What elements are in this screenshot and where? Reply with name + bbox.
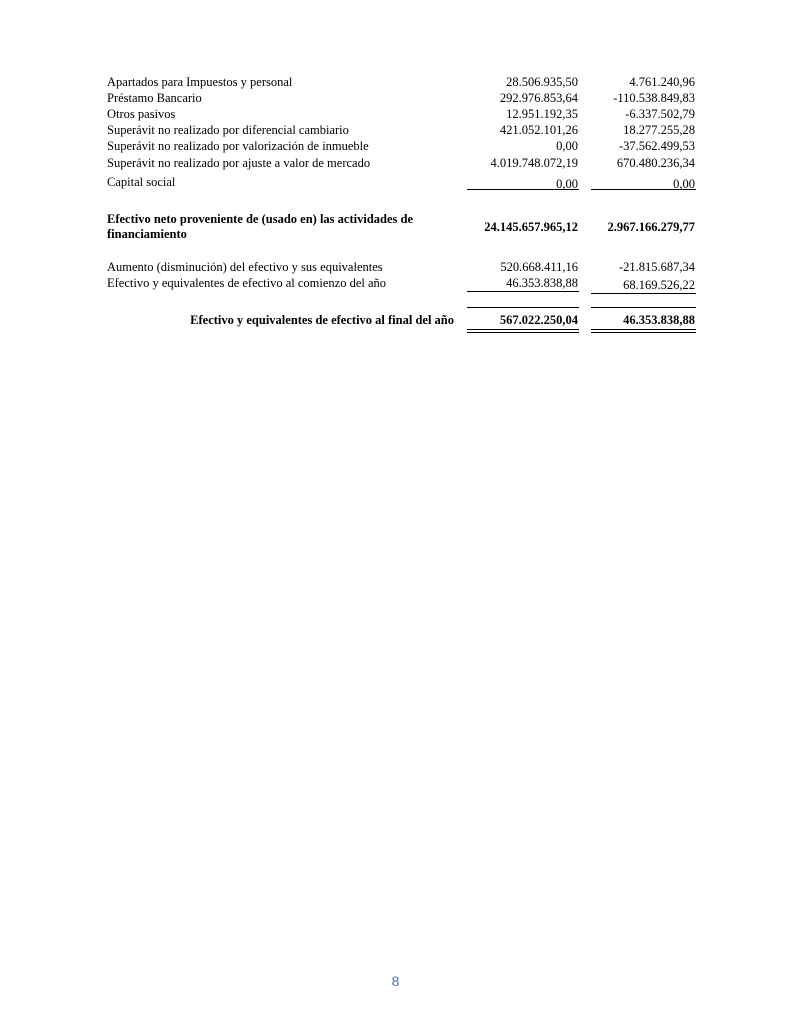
subtotal-rule — [591, 293, 696, 294]
ending-label: Efectivo y equivalentes de efectivo al final del año — [190, 313, 454, 327]
row-value-current: 0,00 — [556, 139, 578, 153]
table-row — [0, 90, 791, 106]
financing-total-row — [0, 211, 791, 243]
row-label: Préstamo Bancario — [107, 91, 202, 105]
row-value-previous: 4.761.240,96 — [629, 75, 695, 89]
table-row — [0, 155, 791, 171]
row-value-previous: 670.480.236,34 — [616, 156, 695, 170]
table-row — [0, 74, 791, 90]
page-number: 8 — [391, 973, 400, 989]
row-value-previous: -21.815.687,34 — [618, 260, 695, 274]
ending-value-current: 567.022.250,04 — [499, 313, 578, 327]
row-value-previous: -37.562.499,53 — [618, 139, 695, 153]
total-rule-top — [467, 307, 579, 308]
total-double-rule — [591, 329, 696, 330]
row-value-previous: 0,00 — [673, 177, 695, 191]
row-label: Efectivo y equivalentes de efectivo al comienzo del año — [107, 276, 387, 290]
total-double-rule — [467, 329, 579, 330]
financing-value-previous: 2.967.166.279,77 — [607, 220, 695, 234]
row-value-current: 292.976.853,64 — [499, 91, 578, 105]
row-label: Superávit no realizado por valorización de inmueble — [107, 139, 369, 153]
row-value-previous: -6.337.502,79 — [625, 107, 695, 121]
table-row — [0, 138, 791, 154]
table-row — [0, 259, 791, 275]
row-value-current: 46.353.838,88 — [506, 276, 578, 290]
ending-total-row — [0, 312, 791, 328]
row-value-current: 0,00 — [556, 177, 578, 191]
row-label: Superávit no realizado por diferencial cambiario — [107, 123, 349, 137]
row-value-current: 520.668.411,16 — [500, 260, 578, 274]
row-label: Apartados para Impuestos y personal — [107, 75, 293, 89]
row-label: Otros pasivos — [107, 107, 176, 121]
total-double-rule — [591, 332, 696, 333]
table-row — [0, 275, 791, 291]
row-value-previous: 18.277.255,28 — [623, 123, 695, 137]
row-value-previous: 68.169.526,22 — [623, 278, 695, 292]
row-value-current: 4.019.748.072,19 — [490, 156, 578, 170]
row-value-current: 421.052.101,26 — [499, 123, 578, 137]
total-double-rule — [467, 332, 579, 333]
row-value-previous: -110.538.849,83 — [613, 91, 695, 105]
ending-value-previous: 46.353.838,88 — [623, 313, 695, 327]
row-label: Aumento (disminución) del efectivo y sus equivalentes — [107, 260, 383, 274]
subtotal-rule — [467, 291, 579, 292]
financing-label-line1: Efectivo neto proveniente de (usado en) las actividades de — [107, 212, 414, 226]
total-rule-top — [591, 307, 696, 308]
financing-label-line2: financiamiento — [107, 227, 187, 241]
row-value-current: 28.506.935,50 — [506, 75, 578, 89]
row-label: Superávit no realizado por ajuste a valor de mercado — [107, 156, 371, 170]
financing-value-current: 24.145.657.965,12 — [484, 220, 578, 234]
table-row — [0, 174, 791, 190]
table-row — [0, 106, 791, 122]
row-value-current: 12.951.192,35 — [506, 107, 578, 121]
table-row — [0, 122, 791, 138]
row-label: Capital social — [107, 175, 176, 189]
